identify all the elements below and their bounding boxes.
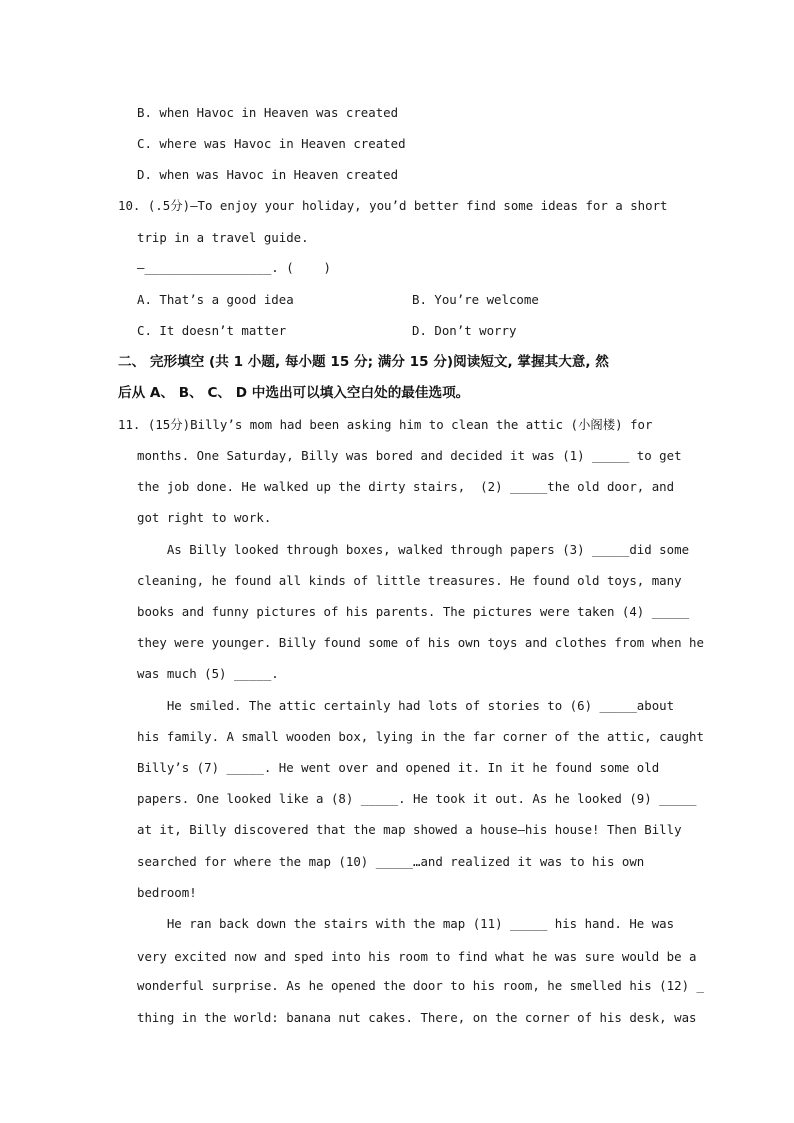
q11-line: was much (5) _____. (137, 666, 279, 681)
q11-line: He smiled. The attic certainly had lots of stories to (6) _____about (137, 698, 675, 713)
q11-line: they were younger. Billy found some of his own toys and clothes from when he (137, 635, 704, 650)
q10-option-b: B. You’re welcome (412, 292, 539, 307)
q11-line: very excited now and sped into his room to find what he was sure would be a (137, 949, 697, 964)
q11-line: He ran back down the stairs with the map (11) _____ his hand. He was (137, 916, 675, 931)
q11-line: at it, Billy discovered that the map showed a house—his house! Then Billy (137, 822, 682, 837)
q10-option-d: D. Don’t worry (412, 323, 517, 338)
q11-line: Billy’s (7) _____. He went over and opened it. In it he found some old (137, 760, 660, 775)
q10-option-c: C. It doesn’t matter (137, 323, 287, 338)
q9-option-b: B. when Havoc in Heaven was created (137, 105, 399, 120)
q9-option-c: C. where was Havoc in Heaven created (137, 136, 406, 151)
q11-line: searched for where the map (10) _____…and realized it was to his own (137, 854, 645, 869)
q9-option-d: D. when was Havoc in Heaven created (137, 167, 399, 182)
q11-line: got right to work. (137, 510, 272, 525)
q11-line: As Billy looked through boxes, walked through papers (3) _____did some (137, 542, 690, 557)
q11-line: his family. A small wooden box, lying in the far corner of the attic, caught (137, 729, 704, 744)
section-2-heading-line-2: 后从 A、 B、 C、 D 中选出可以填入空白处的最佳选项。 (118, 385, 470, 401)
q11-line: papers. One looked like a (8) _____. He took it out. As he looked (9) _____ (137, 791, 697, 806)
q11-line: months. One Saturday, Billy was bored and decided it was (1) _____ to get (137, 448, 682, 463)
q10-stem-line-1: 10. (.5分)—To enjoy your holiday, you’d better find some ideas for a short (118, 198, 668, 213)
q10-answer-line: —_________________. ( ) (137, 260, 331, 275)
q11-line: wonderful surprise. As he opened the door to his room, he smelled his (12) _ (137, 978, 704, 993)
section-2-heading-line-1: 二、 完形填空 (共 1 小题, 每小题 15 分; 满分 15 分)阅读短文, 掌握其大意, 然 (118, 354, 609, 370)
q11-line: the job done. He walked up the dirty stairs, (2) _____the old door, and (137, 479, 675, 494)
q11-line: cleaning, he found all kinds of little treasures. He found old toys, many (137, 573, 682, 588)
q11-line: thing in the world: banana nut cakes. There, on the corner of his desk, was (137, 1010, 697, 1025)
q10-option-a: A. That’s a good idea (137, 292, 294, 307)
q11-line: books and funny pictures of his parents. The pictures were taken (4) _____ (137, 604, 690, 619)
q11-line: 11. (15分)Billy’s mom had been asking him to clean the attic (小阁楼) for (118, 417, 653, 432)
q11-line: bedroom! (137, 885, 197, 900)
q10-stem-line-2: trip in a travel guide. (137, 230, 309, 245)
